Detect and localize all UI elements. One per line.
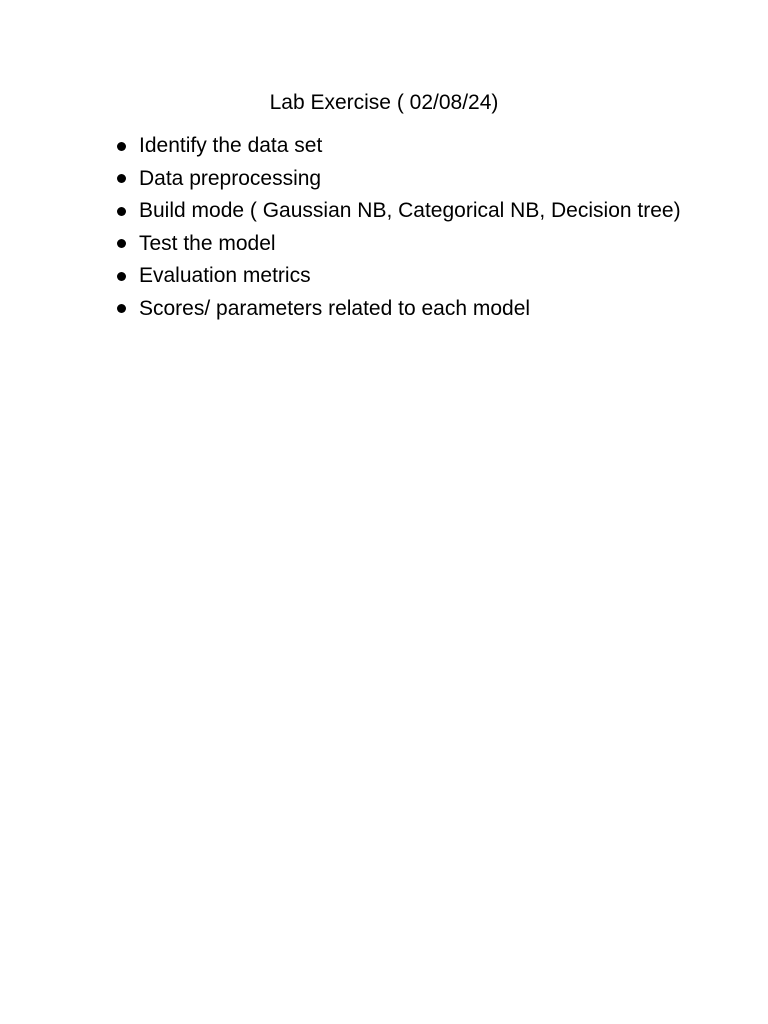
list-item [110,260,690,293]
list-item-text: Scores/ parameters related to each model [139,296,531,320]
bullet-icon [117,207,126,216]
list-item [110,195,690,228]
bullet-icon [117,272,126,281]
list-item [110,293,690,326]
bullet-icon [117,304,126,313]
list-item [110,130,690,163]
bullet-icon [117,174,126,183]
bullet-icon [117,142,126,151]
bullet-icon [117,239,126,248]
list-item-text: Evaluation metrics [139,264,311,287]
list-item-text: Identify the data set [139,134,323,157]
list-item [110,163,690,196]
list-item-text: Build mode ( Gaussian NB, Categorical NB, Decision tree) [139,199,681,222]
list-item-text: Test the model [139,231,276,255]
document-title: Lab Exercise ( 02/08/24) [269,91,499,114]
list-item [110,228,690,261]
task-list [110,130,690,325]
list-item-text: Data preprocessing [139,166,322,190]
